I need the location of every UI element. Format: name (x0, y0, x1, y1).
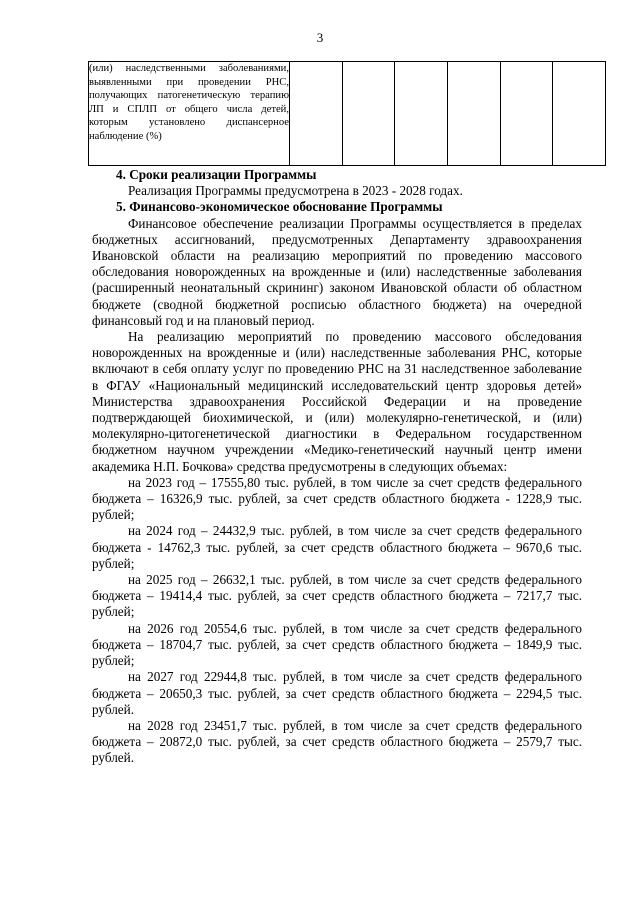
indicator-text: (или) наследственными заболеваниями, выявленными при проведении РНС, получающих патогенетическую терапию ЛП и СПЛП от общего числа детей, которым установлено диспансерное наблюдение (%) (89, 63, 289, 142)
screening-paragraph: На реализацию мероприятий по проведению массового обследования новорожденных на врожденные и (или) наследственные заболевания РНС, которые включают в себя оплату услуг по проведению РНС на 31 наследственное заболевание в ФГАУ «Национальный медицинский исследовательский центр здоровья детей» Министерства здравоохранения Российской Федерации и на проведение подтверждающей биохимической, и (или) молекулярно-генетической, и (или) молекулярно-цитогенетической диагностики в Федеральном государственном бюджетном научном учреждении «Медико-генетический научный центр имени академика Н.П. Бочкова» средства предусмотрены в следующих объемах: (92, 329, 582, 474)
section-4-heading: 4. Сроки реализации Программы (116, 167, 317, 182)
table-cell-empty (553, 62, 606, 166)
table-row (89, 62, 606, 166)
funding-paragraph: Финансовое обеспечение реализации Программы осуществляется в пределах бюджетных ассигнований, предусмотренных Департаменту здравоохранения Ивановской области на реализацию мероприятий по проведению массового обследования новорожденных на врожденные и (или) наследственные заболевания (расширенный неонатальный скрининг) законом Ивановской области об областном бюджете (сводной бюджетной росписью областного бюджета) на очередной финансовый год и на плановый период. (92, 215, 582, 328)
section-4-text: Реализация Программы предусмотрена в 2023 - 2028 годах. (128, 183, 463, 199)
year-allocation-2023: на 2023 год – 17555,80 тыс. рублей, в том числе за счет средств федерального бюджета – 16326,9 тыс. рублей, за счет средств областного бюджета - 1228,9 тыс. рублей; (92, 474, 582, 523)
table-cell-empty (395, 62, 448, 166)
table-cell-empty (500, 62, 553, 166)
year-allocation-2025: на 2025 год – 26632,1 тыс. рублей, в том числе за счет средств федерального бюджета – 19414,4 тыс. рублей, за счет средств областного бюджета – 7217,7 тыс. рублей; (92, 572, 582, 620)
table-cell-empty (342, 62, 395, 166)
page-number: 3 (316, 30, 324, 45)
year-allocation-2024: на 2024 год – 24432,9 тыс. рублей, в том числе за счет средств федерального бюджета - 14762,3 тыс. рублей, за счет средств областного бюджета – 9670,6 тыс. рублей; (92, 523, 582, 571)
document-body (92, 167, 582, 767)
table-cell-empty (290, 62, 343, 166)
year-allocation-2027: на 2027 год 22944,8 тыс. рублей, в том числе за счет средств федерального бюджета – 20650,3 тыс. рублей, за счет средств областного бюджета – 2294,5 тыс. рублей. (92, 669, 582, 717)
year-allocation-2026: на 2026 год 20554,6 тыс. рублей, в том числе за счет средств федерального бюджета – 18704,7 тыс. рублей, за счет средств областного бюджета – 1849,9 тыс. рублей; (92, 620, 582, 669)
table-cell-indicator (89, 62, 290, 166)
year-allocation-2028: на 2028 год 23451,7 тыс. рублей, в том числе за счет средств федерального бюджета – 20872,0 тыс. рублей, за счет средств областного бюджета – 2579,7 тыс. рублей. (92, 717, 582, 766)
section-5-heading: 5. Финансово-экономическое обоснование Программы (116, 199, 443, 215)
table-cell-empty (447, 62, 500, 166)
indicator-table (88, 61, 606, 166)
